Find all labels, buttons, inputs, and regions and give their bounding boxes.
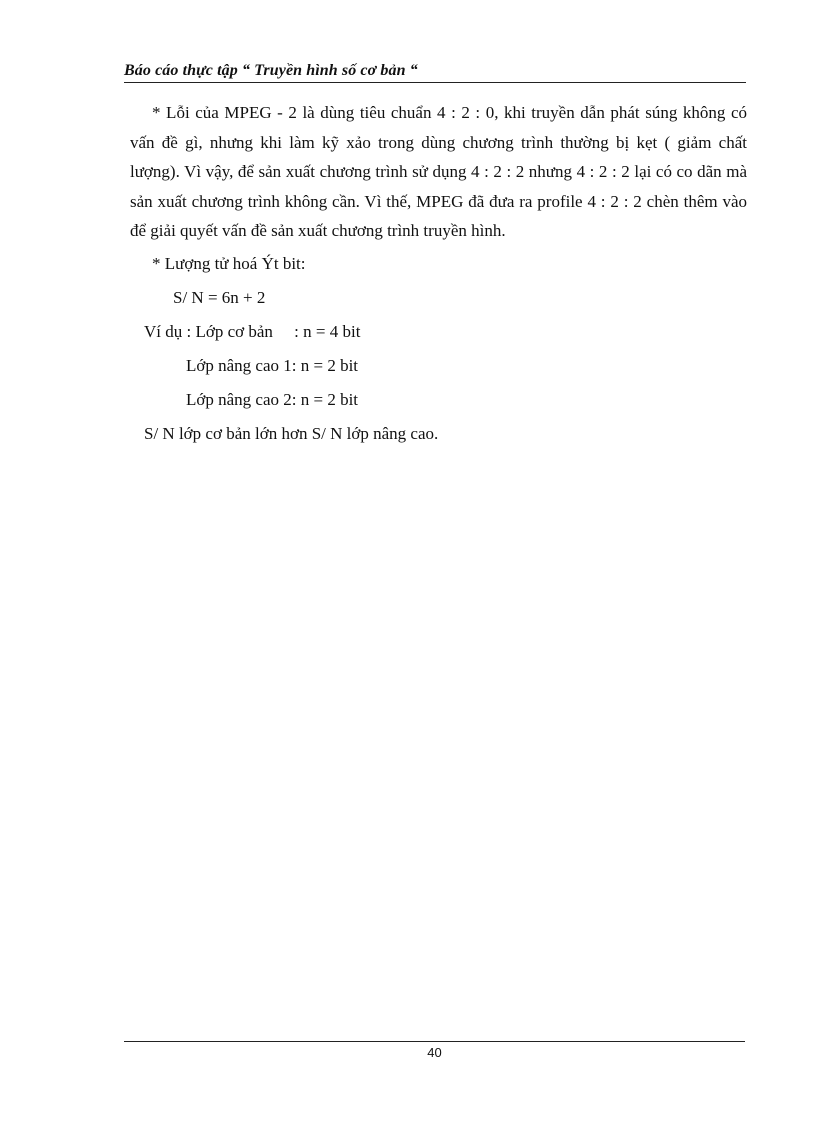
page-body: [130, 98, 747, 451]
footer-rule: [124, 1041, 745, 1042]
paragraph-mpeg2-issue: * Lỗi của MPEG - 2 là dùng tiêu chuẩn 4 : 2 : 0, khi truyền dẫn phát súng không có vấn đề gì, nhưng khi làm kỹ xảo trong dùng chương trình thường bị kẹt ( giảm chất lượng). Vì vậy, để sản xuất chương trình sử dụng 4 : 2 : 2 nhưng 4 : 2 : 2 lại có co dãn mà sản xuất chương trình không cần. Vì thế, MPEG đã đưa ra profile 4 : 2 : 2 chèn thêm vào để giải quyết vấn đề sản xuất chương trình truyền hình.: [130, 103, 747, 240]
snr-formula: S/ N = 6n + 2: [173, 287, 266, 307]
quantization-line: * Lượng tử hoá Ýt bit:: [152, 253, 306, 273]
page-number: 40: [427, 1045, 442, 1060]
page-header: [124, 62, 746, 83]
example-enhancement-layer-2: Lớp nâng cao 2: n = 2 bit: [186, 389, 359, 409]
header-title: Báo cáo thực tập “ Truyền hình số cơ bản “: [124, 62, 418, 79]
example-enhancement-layer-1: Lớp nâng cao 1: n = 2 bit: [186, 355, 359, 375]
example-base-layer: Ví dụ : Lớp cơ bản : n = 4 bit: [144, 321, 361, 341]
conclusion-line: S/ N lớp cơ bản lớn hơn S/ N lớp nâng cao.: [144, 423, 439, 443]
